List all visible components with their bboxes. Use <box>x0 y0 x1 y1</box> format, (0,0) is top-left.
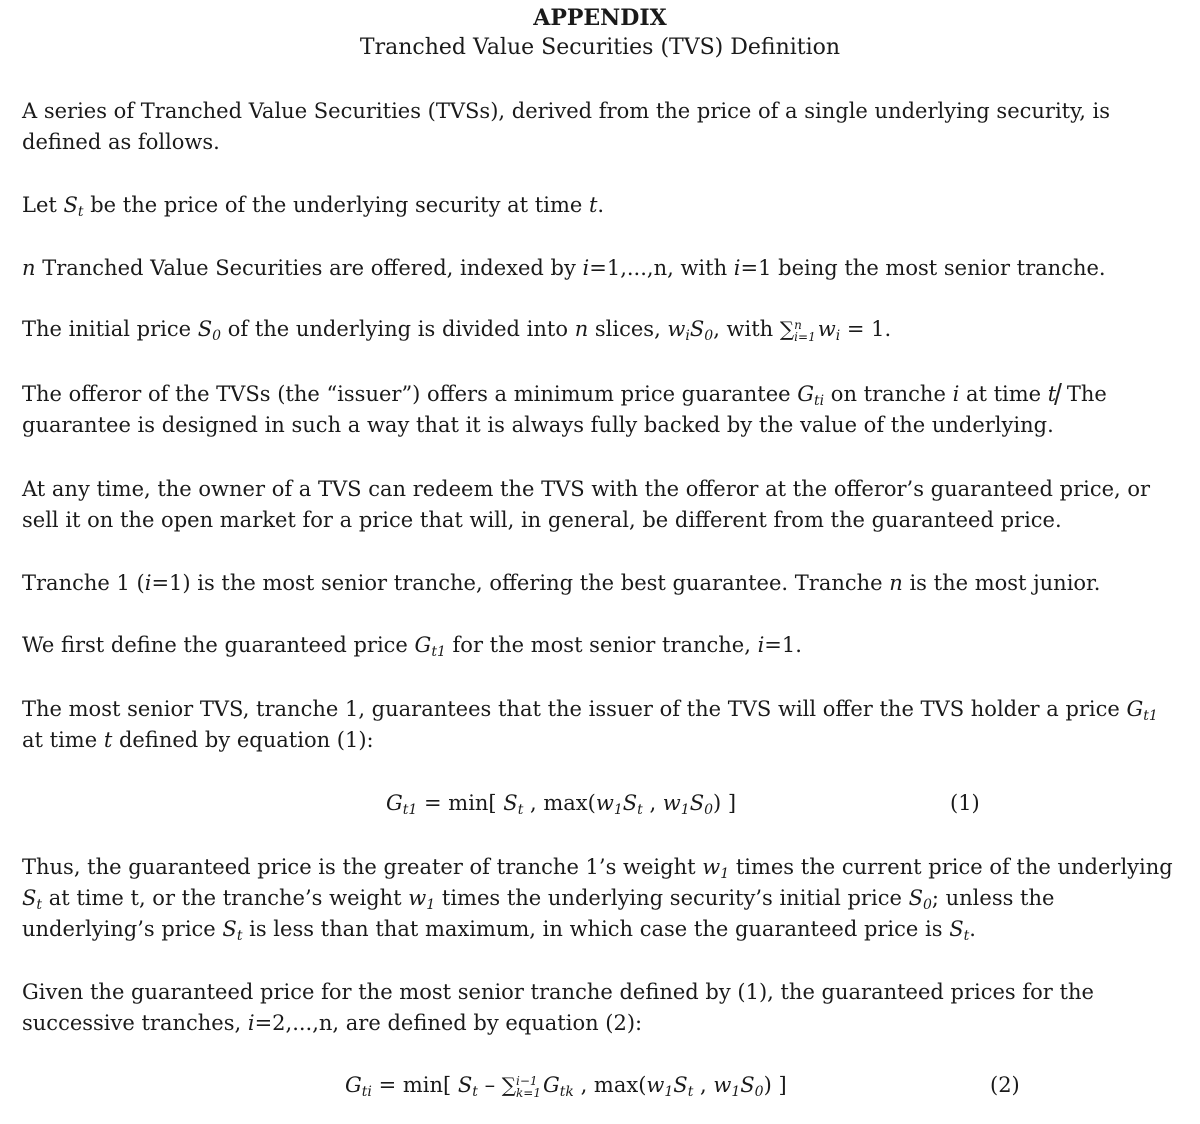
document-subtitle: Tranched Value Securities (TVS) Definition <box>359 35 841 60</box>
equation-2-number: (2) <box>990 1073 1020 1097</box>
appendix-title: APPENDIX <box>533 5 667 31</box>
equation-2: $G_{ti} = \min$[ $S_t$ – ∑ i−1 k=1 $G_{tk}$ , $\max(w_1S_t$ , $w_1S_0$) ] <box>345 1073 787 1100</box>
paragraph-tranche-seniority: Tranche 1 (i=1) is the most senior tranche, offering the best guarantee. Tranche n is the most junior. <box>22 571 1101 595</box>
sum-symbol: ∑ <box>501 1073 517 1097</box>
paragraph-guarantee: The offeror of the TVSs (the “issuer”) offers a minimum price guarantee $G_{ti}$ on tranche i at time t The guarantee is designed in such a way that it is always fully backed by the value of the underlying. <box>22 382 1107 437</box>
equation-1-number: (1) <box>950 791 980 815</box>
paragraph-thus: Thus, the guaranteed price is the greater of tranche 1’s weight $w_1$ times the current price of the underlying $S_t$ at time t, or the tranche’s weight $w_1$ times the underlying security’s initial price $S_0$; unless the underlying’s price $S_t$ is less than that maximum, in which case the guaranteed price is $S_t$. <box>22 855 1173 944</box>
paragraph-initial-price: The initial price $S_0$ of the underlying is divided into n slices, $w_iS_0$, with ∑ n i=1 $w_i = 1$. <box>22 317 892 344</box>
sum-limits: i−1 k=1 <box>516 1073 541 1100</box>
equation-1: $G_{t1} = \min$[ $S_t$ , $\max(w_1S_t$ , $w_1S_0$) ] <box>386 791 737 818</box>
sum-symbol: ∑ <box>779 317 795 341</box>
sum-limits: n i=1 <box>794 317 816 344</box>
paragraph-given: Given the guaranteed price for the most senior tranche defined by (1), the guaranteed prices for the successive tranches, i=2,...,n, are defined by equation (2): <box>22 980 1094 1035</box>
paragraph-senior-tvs: The most senior TVS, tranche 1, guarantees that the issuer of the TVS will offer the TVS holder a price $G_{t1}$ at time t defined by equation (1): <box>22 697 1158 752</box>
paragraph-redeem: At any time, the owner of a TVS can redeem the TVS with the offeror at the offeror’s guaranteed price, or sell it on the open market for a price that will, in general, be different from the guaranteed price. <box>22 477 1151 532</box>
paragraph-tranche-index: n Tranched Value Securities are offered, indexed by i=1,...,n, with i=1 being the most senior tranche. <box>22 256 1106 280</box>
paragraph-intro: A series of Tranched Value Securities (TVSs), derived from the price of a single underlying security, is defined as follows. <box>22 99 1111 154</box>
paragraph-price-definition: Let $S_t$ be the price of the underlying security at time t. <box>22 193 605 220</box>
paragraph-first-define: We first define the guaranteed price $G_{t1}$ for the most senior tranche, i=1. <box>22 633 802 660</box>
